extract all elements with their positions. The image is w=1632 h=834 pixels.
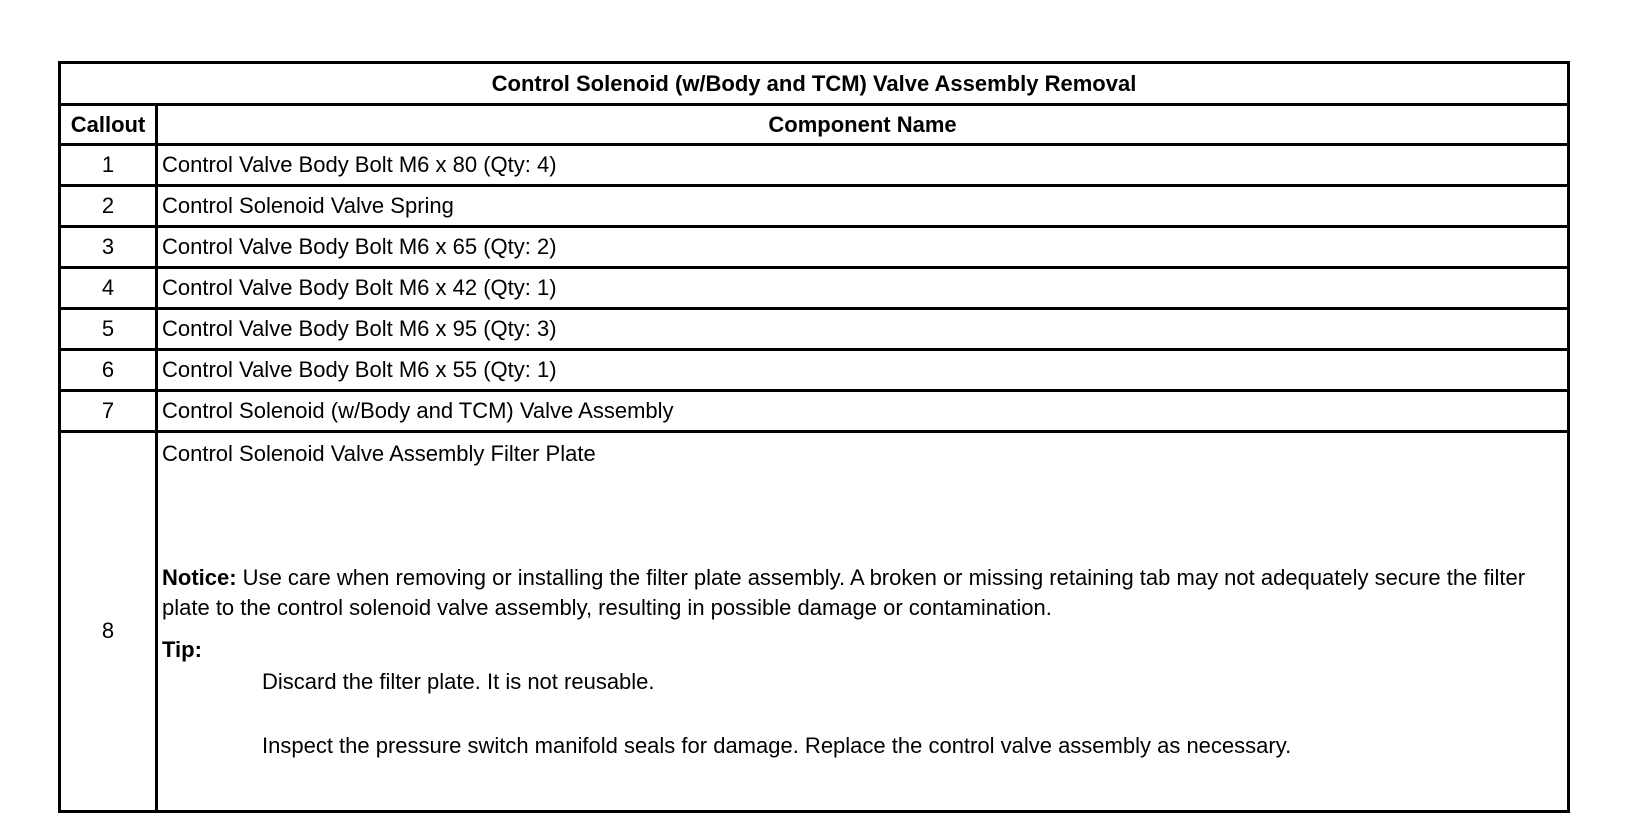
tip-item: Inspect the pressure switch manifold seals for damage. Replace the control valve assembly as necessary.: [262, 733, 1292, 758]
tip-item: Discard the filter plate. It is not reusable.: [262, 669, 655, 694]
callout-number: 6: [60, 350, 157, 391]
callout-header: Callout: [60, 105, 157, 145]
component-name: Control Solenoid Valve Spring: [157, 186, 1569, 227]
notice-paragraph: [162, 563, 1567, 623]
callout-number: 5: [60, 309, 157, 350]
component-name: Control Valve Body Bolt M6 x 42 (Qty: 1): [157, 268, 1569, 309]
table-row: [60, 391, 1569, 432]
component-name: Control Valve Body Bolt M6 x 80 (Qty: 4): [157, 145, 1569, 186]
table-row: [60, 350, 1569, 391]
component-name: Control Valve Body Bolt M6 x 55 (Qty: 1): [157, 350, 1569, 391]
notice-label: Notice:: [162, 565, 237, 590]
title-row: [60, 63, 1569, 105]
component-name: Control Valve Body Bolt M6 x 95 (Qty: 3): [157, 309, 1569, 350]
table-row: [60, 309, 1569, 350]
callout-number: 8: [60, 432, 157, 812]
table-row: [60, 227, 1569, 268]
component-name: Control Solenoid Valve Assembly Filter Plate: [162, 441, 596, 466]
callout-number: 7: [60, 391, 157, 432]
callout-number: 3: [60, 227, 157, 268]
component-name: Control Valve Body Bolt M6 x 65 (Qty: 2): [157, 227, 1569, 268]
header-row: [60, 105, 1569, 145]
callout-number: 1: [60, 145, 157, 186]
callout-table: [58, 61, 1570, 813]
component-name: Control Solenoid (w/Body and TCM) Valve Assembly: [157, 391, 1569, 432]
callout-number: 4: [60, 268, 157, 309]
table-row-filter-plate: [60, 432, 1569, 812]
component-name-header: Component Name: [157, 105, 1569, 145]
notice-text: Use care when removing or installing the filter plate assembly. A broken or missing retaining tab may not adequately secure the filter plate to the control solenoid valve assembly, resulting in possible damage or contamination.: [162, 565, 1526, 620]
table-title: Control Solenoid (w/Body and TCM) Valve Assembly Removal: [60, 63, 1569, 105]
table-row: [60, 268, 1569, 309]
table-row: [60, 145, 1569, 186]
table-row: [60, 186, 1569, 227]
component-details: [157, 432, 1569, 812]
callout-number: 2: [60, 186, 157, 227]
tip-label: Tip:: [162, 637, 202, 662]
